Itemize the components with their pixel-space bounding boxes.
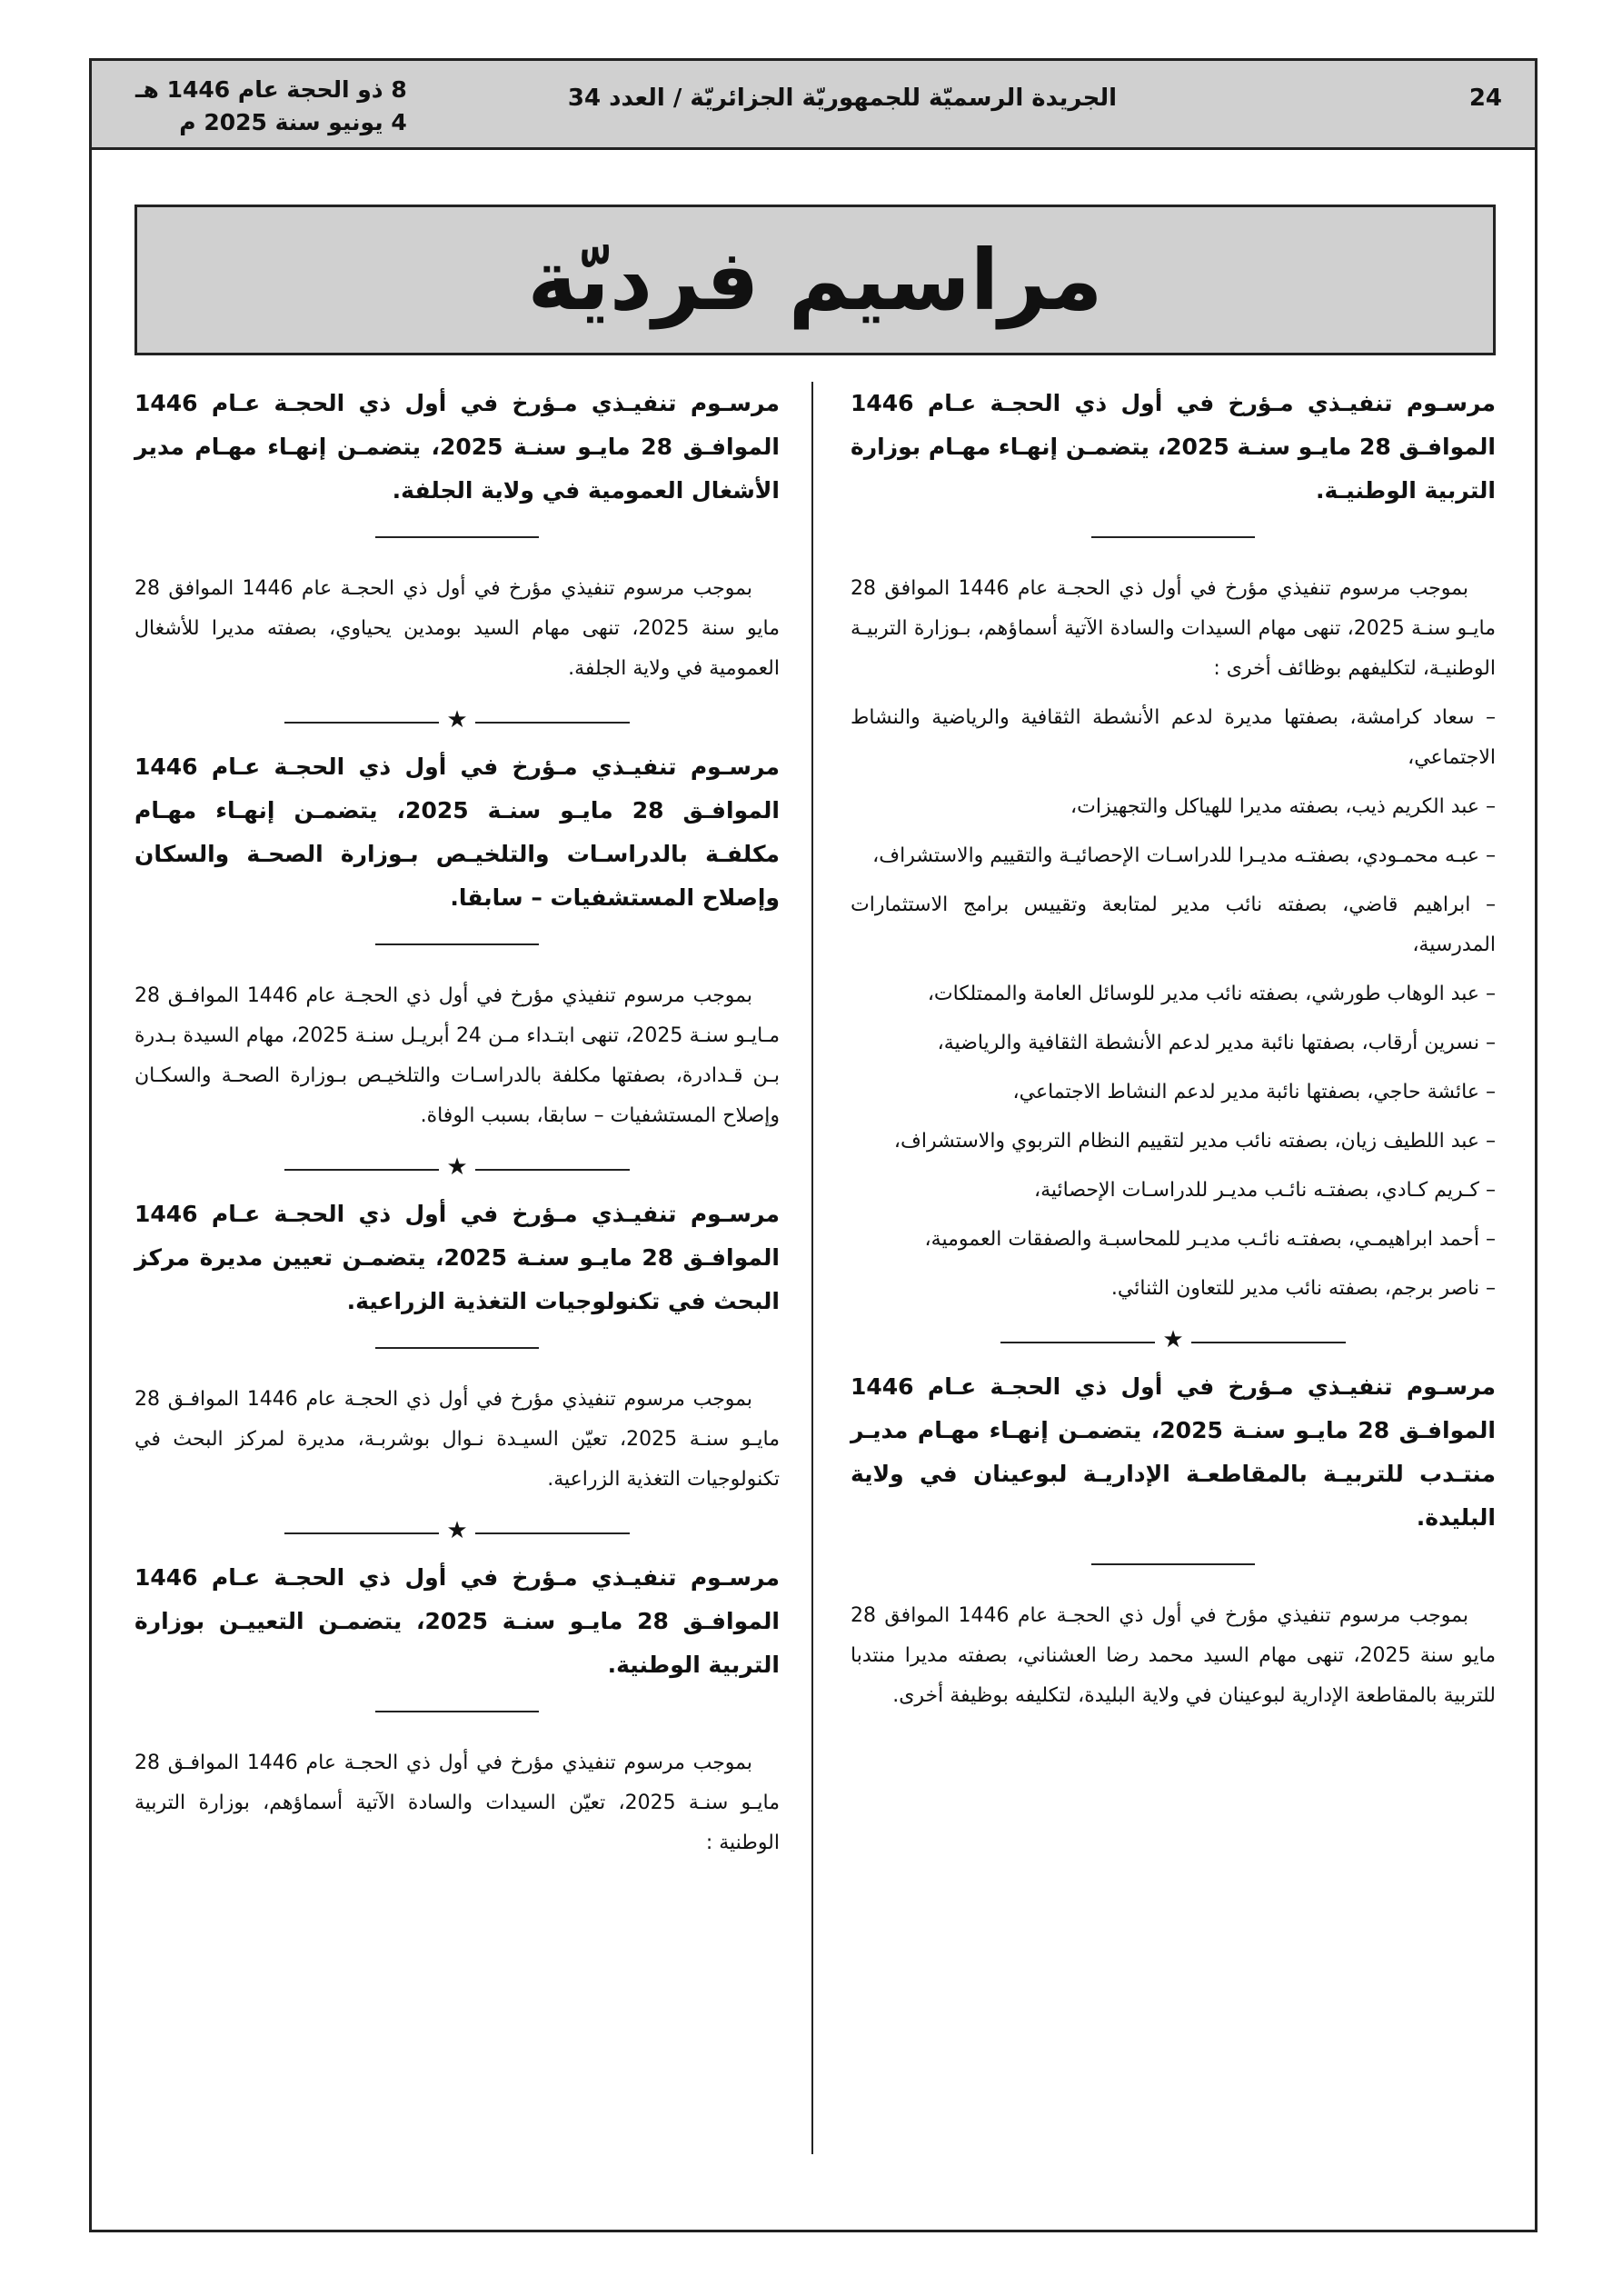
- hijri-date: 8 ذو الحجة عام 1446 هـ: [135, 76, 407, 103]
- decree-body: بموجب مرسوم تنفيذي مؤرخ في أول ذي الحجـة عام 1446 الموافـق 28 مايـو سنـة 2025، تعيّن السيـدة نـوال بوشربـة، مديرة لمركز البحث في تكنولوجيات التغذية الزراعية.: [134, 1388, 780, 1491]
- issue-dates: [135, 74, 407, 139]
- star-icon: ★: [439, 705, 475, 734]
- right-column: [851, 382, 1496, 1716]
- decree-title: مرسـوم تنفيـذي مـؤرخ في أول ذي الحجـة عـام 1446 الموافـق 28 مايـو سنـة 2025، يتضمـن تعيين مديرة مركز البحث في تكنولوجيات التغذية الزراعية.: [134, 1201, 780, 1314]
- page-title: مراسيم فرديّة: [527, 231, 1103, 329]
- title-rule: [375, 1711, 539, 1712]
- star-icon: ★: [439, 1516, 475, 1545]
- column-divider: [811, 382, 813, 2154]
- gregorian-date: 4 يونيو سنة 2025 م: [179, 109, 407, 135]
- decree-body: بموجب مرسوم تنفيذي مؤرخ في أول ذي الحجـة عام 1446 الموافق 28 مايـو سنـة 2025، تنهى مهام السيدات والسادة الآتية أسماؤهم، بـوزارة التربيـة الوطنيـة، لتكليفهم بوظائف أخرى :: [851, 577, 1496, 680]
- decree-title: مرسـوم تنفيـذي مـؤرخ في أول ذي الحجـة عـام 1446 الموافـق 28 مايـو سنـة 2025، يتضمـن إنهـاء مهـام مكلفـة بالدراسـات والتلخيـص بـوزارة الصحـة والسكان وإصلاح المستشفيات – سابقا.: [134, 754, 780, 911]
- list-item: – ابراهيم قاضي، بصفته نائب مدير لمتابعة وتقييس برامج الاستثمارات المدرسية،: [851, 893, 1496, 956]
- list-item: – أحمد ابراهيمـي، بصفتـه نائـب مديـر للمحاسبـة والصفقات العمومية،: [924, 1228, 1496, 1251]
- list-item: – نسرين أرقاب، بصفتها نائبة مدير لدعم الأنشطة الثقافية والرياضية،: [937, 1032, 1496, 1054]
- star-separator: [1000, 1325, 1346, 1353]
- list-item: – عبد الكريم ذيب، بصفته مديرا للهياكل والتجهيزات،: [1070, 795, 1496, 818]
- decree-body: بموجب مرسوم تنفيذي مؤرخ في أول ذي الحجـة عام 1446 الموافـق 28 مايـو سنـة 2025، تعيّن السيدات والسادة الآتية أسماؤهم، بوزارة التربية الوطنية :: [134, 1752, 780, 1854]
- page-number: 24: [1468, 85, 1502, 112]
- list-item: – عبد اللطيف زيان، بصفته نائب مدير لتقييم النظام التربوي والاستشراف،: [893, 1130, 1496, 1153]
- list-item: – عبـه محمـودي، بصفتـه مديـرا للدراسـات الإحصائيـة والتقييم والاستشراف،: [872, 844, 1496, 867]
- decree-body: بموجب مرسوم تنفيذي مؤرخ في أول ذي الحجـة عام 1446 الموافق 28 مايو سنة 2025، تنهى مهام السيد محمد رضا العشناني، بصفته مديرا منتدبا للتربية بالمقاطعة الإدارية لبوعينان في ولاية البليدة، لتكليفه بوظيفة أخرى.: [851, 1604, 1496, 1707]
- decree-title: مرسـوم تنفيـذي مـؤرخ في أول ذي الحجـة عـام 1446 الموافـق 28 مايـو سنـة 2025، يتضمـن التعييـن بوزارة التربية الوطنية.: [134, 1564, 780, 1678]
- list-item: – سعاد كرامشة، بصفتها مديرة لدعم الأنشطة الثقافية والرياضية والنشاط الاجتماعي،: [851, 706, 1496, 769]
- title-rule: [1091, 536, 1255, 538]
- decree-title: مرسـوم تنفيـذي مـؤرخ في أول ذي الحجـة عـام 1446 الموافـق 28 مايـو سنـة 2025، يتضمـن إنهـاء مهـام مديـر منتـدب للتربيـة بالمقاطعـة الإداريـة لبوعينان في ولاية البليدة.: [851, 1373, 1496, 1531]
- star-icon: ★: [439, 1153, 475, 1182]
- title-rule: [375, 536, 539, 538]
- page-title-box: [134, 205, 1496, 355]
- decree-title: مرسـوم تنفيـذي مـؤرخ في أول ذي الحجـة عـام 1446 الموافـق 28 مايـو سنـة 2025، يتضمـن إنهـاء مهـام مدير الأشغال العمومية في ولاية الجلفة.: [134, 390, 780, 504]
- list-item: – عائشة حاجي، بصفتها نائبة مدير لدعم النشاط الاجتماعي،: [1012, 1081, 1496, 1103]
- decree-body: بموجب مرسوم تنفيذي مؤرخ في أول ذي الحجـة عام 1446 الموافق 28 مايو سنة 2025، تنهى مهام السيد بومدين يحياوي، بصفته مديرا للأشغال العمومية في ولاية الجلفة.: [134, 577, 780, 680]
- star-separator: [284, 1516, 630, 1543]
- gazette-title: الجريدة الرسميّة للجمهوريّة الجزائريّة / العدد 34: [567, 85, 1117, 112]
- gazette-header: [92, 61, 1535, 150]
- title-rule: [1091, 1563, 1255, 1565]
- star-icon: ★: [1155, 1325, 1191, 1354]
- title-rule: [375, 943, 539, 945]
- list-item: – ناصر برجم، بصفته نائب مدير للتعاون الثنائي.: [1110, 1277, 1496, 1300]
- decree-body: بموجب مرسوم تنفيذي مؤرخ في أول ذي الحجـة عام 1446 الموافـق 28 مـايـو سنـة 2025، تنهى ابتـداء مـن 24 أبريـل سنـة 2025، مهام السيدة بـدرة بـن قـدادرة، بصفتها مكلفة بالدراسـات والتلخيـص بـوزارة الصحـة والسكـان وإصلاح المستشفيات – سابقا، بسبب الوفاة.: [134, 984, 780, 1127]
- star-separator: [284, 1153, 630, 1180]
- list-item: – عبد الوهاب طورشي، بصفته نائب مدير للوسائل العامة والممتلكات،: [927, 983, 1496, 1005]
- left-column: [134, 382, 780, 1863]
- title-rule: [375, 1347, 539, 1349]
- list-item: – كـريم كـادي، بصفتـه نائـب مديـر للدراسـات الإحصائية،: [1033, 1179, 1496, 1202]
- star-separator: [284, 705, 630, 733]
- decree-title: مرسـوم تنفيـذي مـؤرخ في أول ذي الحجـة عـام 1446 الموافـق 28 مايـو سنـة 2025، يتضمـن إنهـاء مهـام بوزارة التربية الوطنيـة.: [851, 390, 1496, 504]
